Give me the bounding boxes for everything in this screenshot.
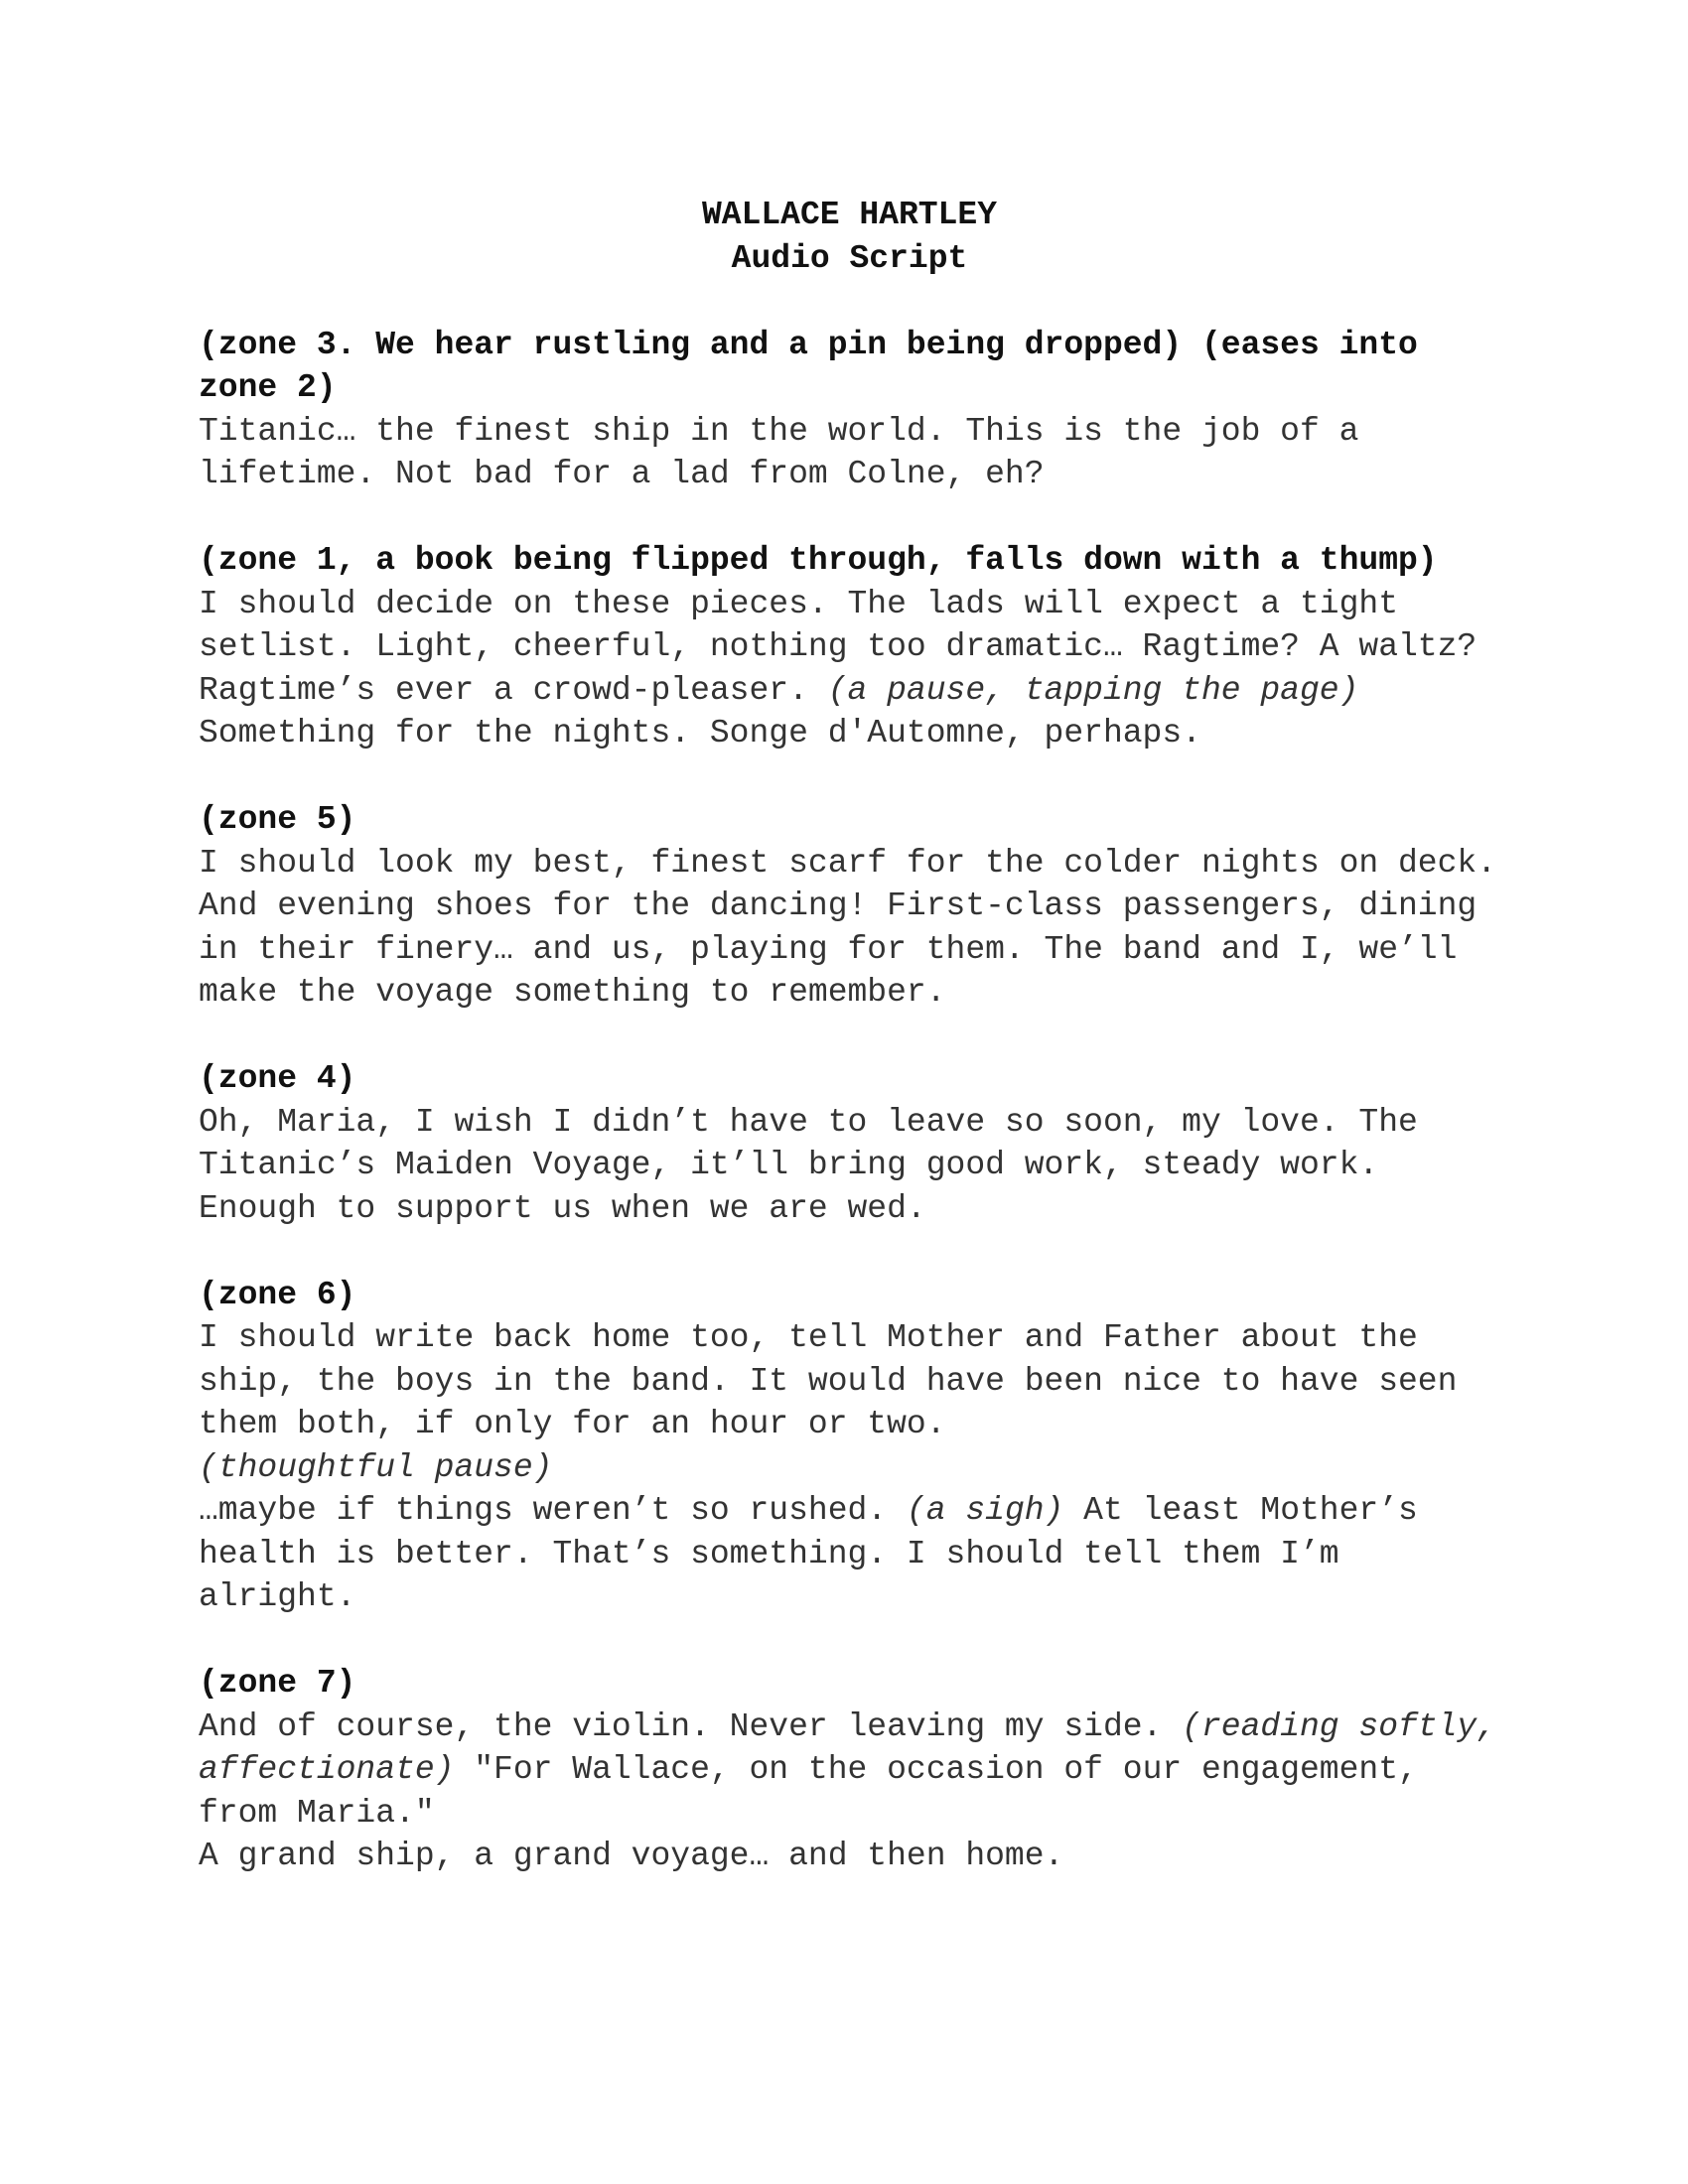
dialogue: I should look my best, finest scarf for the colder nights on deck. And evening shoes for the dancing! First-class passengers, dining in their finery… and us, playing for them. The band and I, we’ll make the voyage something to remember. xyxy=(199,844,1516,1011)
stage-direction: (thoughtful pause) xyxy=(199,1448,553,1486)
script-section-zone-4 xyxy=(199,1057,1509,1230)
script-page xyxy=(199,194,1516,1878)
stage-cue: (zone 3. We hear rustling and a pin being dropped) (eases into zone 2) xyxy=(199,326,1418,406)
dialogue-text: At least Mother’s health is better. That’s something. I should tell them I’m alright. xyxy=(199,1492,1438,1615)
dialogue xyxy=(199,1489,1509,1619)
stage-cue: (zone 4) xyxy=(199,1060,356,1097)
dialogue xyxy=(199,1706,1516,1836)
document-title xyxy=(190,194,1509,280)
stage-cue: (zone 5) xyxy=(199,801,356,838)
script-section-zone-5 xyxy=(199,798,1516,1015)
title-subtitle: Audio Script xyxy=(731,239,968,277)
dialogue-text: "For Wallace, on the occasion of our engagement, from Maria." xyxy=(199,1751,1438,1832)
dialogue: A grand ship, a grand voyage… and then home. xyxy=(199,1838,1064,1874)
dialogue: Oh, Maria, I wish I didn’t have to leave so soon, my love. The Titanic’s Maiden Voyage, it’ll bring good work, steady work. Enough to support us when we are wed. xyxy=(199,1103,1438,1227)
dialogue-text: I should decide on these pieces. The lads will expect a tight setlist. Light, cheerful, nothing too dramatic… Ragtime? A waltz? Ragtime’s ever a crowd-pleaser. xyxy=(199,585,1497,709)
stage-cue: (zone 7) xyxy=(199,1665,356,1702)
dialogue-text: And of course, the violin. Never leaving my side. xyxy=(199,1707,1183,1745)
stage-direction: (a sigh) xyxy=(906,1492,1064,1529)
dialogue-text: …maybe if things weren’t so rushed. xyxy=(199,1492,907,1529)
stage-cue: (zone 1, a book being flipped through, falls down with a thump) xyxy=(199,542,1438,579)
title-name: WALLACE HARTLEY xyxy=(701,197,998,233)
script-section-zone-1 xyxy=(199,539,1509,755)
stage-cue: (zone 6) xyxy=(199,1276,356,1313)
stage-direction: (reading softly, affectionate) xyxy=(199,1707,1516,1788)
script-section-zone-6 xyxy=(199,1274,1509,1619)
script-section-zone-3 xyxy=(199,324,1509,496)
dialogue: I should write back home too, tell Mother and Father about the ship, the boys in the band. It would have been nice to have seen them both, if only for an hour or two. xyxy=(199,1319,1477,1442)
dialogue-text: Something for the nights. Songe d'Automne, perhaps. xyxy=(199,671,1379,751)
dialogue: Titanic… the finest ship in the world. This is the job of a lifetime. Not bad for a lad from Colne, eh? xyxy=(199,412,1379,492)
stage-direction: (a pause, tapping the page) xyxy=(827,671,1359,709)
dialogue xyxy=(199,583,1509,755)
script-section-zone-7 xyxy=(199,1662,1516,1878)
